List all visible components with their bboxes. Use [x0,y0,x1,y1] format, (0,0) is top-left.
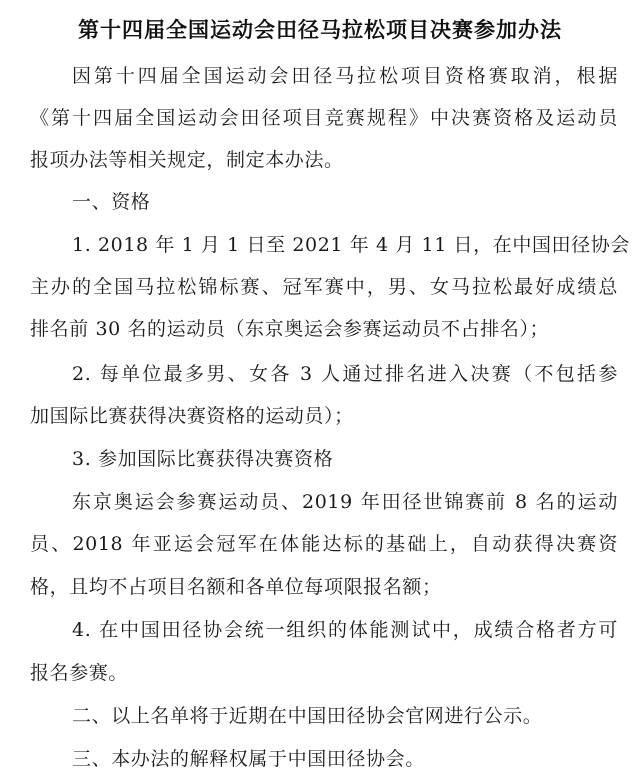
paragraph-line: 东京奥运会参赛运动员、2019 年田径世锦赛前 8 名的运动 [72,491,618,513]
paragraph-line: 加国际比赛获得决赛资格的运动员）； [30,405,354,427]
section-heading: 二、以上名单将于近期在中国田径协会官网进行公示。 [72,705,543,727]
paragraph-line: 4. 在中国田径协会统一组织的体能测试中，成绩合格者方可 [72,619,618,641]
paragraph-line: 主办的全国马拉松锦标赛、冠军赛中，男、女马拉松最好成绩总 [30,276,618,298]
paragraph-line: 格，且均不占项目名额和各单位每项限报名额； [30,576,442,598]
paragraph-line: 1. 2018 年 1 月 1 日至 2021 年 4 月 11 日，在中国田径协会 [72,234,630,256]
document-title: 第十四届全国运动会田径马拉松项目决赛参加办法 [78,17,562,42]
paragraph-line: 报名参赛。 [30,662,129,684]
paragraph-line: 因第十四届全国运动会田径马拉松项目资格赛取消，根据 [72,65,618,87]
paragraph-line: 报项办法等相关规定，制定本办法。 [30,149,344,171]
section-heading: 一、资格 [72,191,151,213]
paragraph-line: 排名前 30 名的运动员（东京奥运会参赛运动员不占排名）； [30,318,550,340]
paragraph-line: 2. 每单位最多男、女各 3 人通过排名进入决赛（不包括参 [72,363,618,385]
paragraph-line: 《第十四届全国运动会田径项目竞赛规程》中决赛资格及运动员 [30,107,618,129]
paragraph-line: 3. 参加国际比赛获得决赛资格 [72,448,334,470]
paragraph-line: 员、2018 年亚运会冠军在体能达标的基础上，自动获得决赛资 [30,533,618,555]
section-heading: 三、本办法的解释权属于中国田径协会。 [72,748,425,770]
